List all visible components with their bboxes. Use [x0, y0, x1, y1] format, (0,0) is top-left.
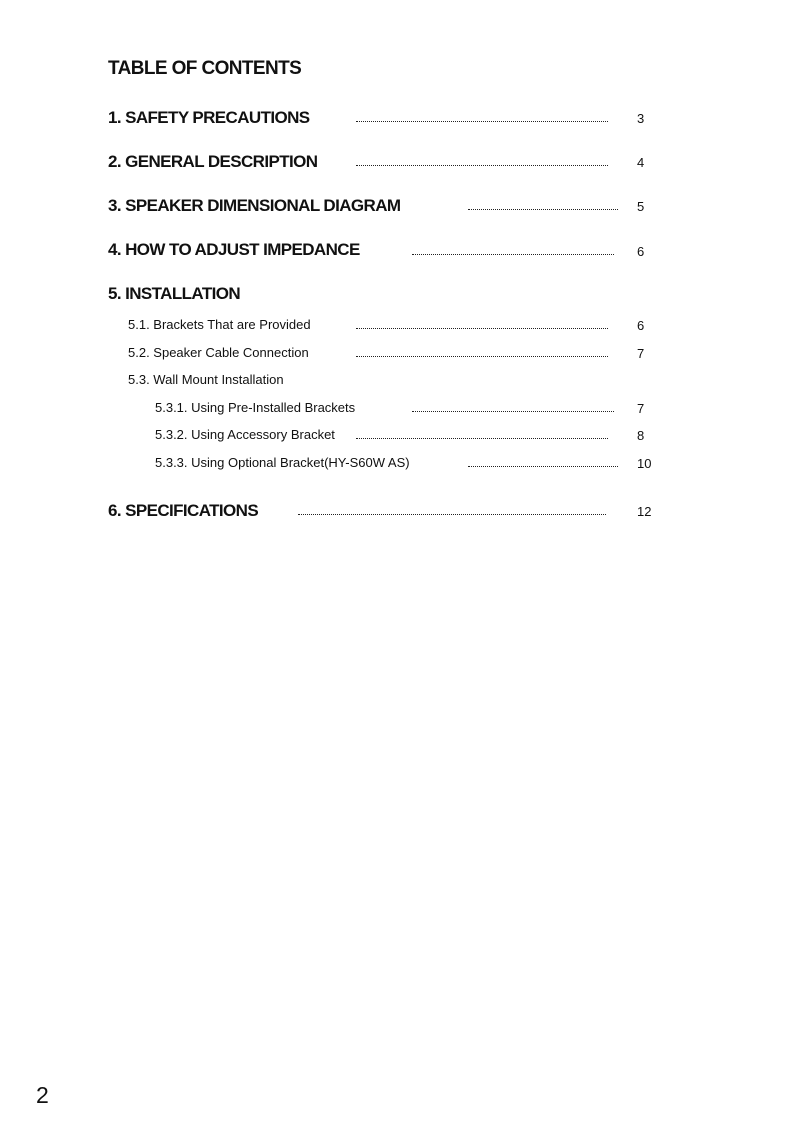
toc-entry-installation[interactable]: 5. INSTALLATION [108, 284, 241, 303]
toc-entry-wall-mount-installation[interactable]: 5.3. Wall Mount Installation [128, 372, 284, 387]
toc-leader-dots [412, 254, 614, 255]
toc-entry-optional-bracket[interactable]: 5.3.3. Using Optional Bracket(HY-S60W AS) [155, 455, 410, 470]
toc-leader-dots [356, 328, 608, 329]
toc-page-number: 6 [637, 318, 645, 333]
toc-entry-general-description[interactable]: 2. GENERAL DESCRIPTION [108, 152, 318, 171]
toc-leader-dots [468, 209, 618, 210]
toc-page-number: 4 [637, 155, 645, 170]
toc-page-number: 3 [637, 111, 645, 126]
toc-page-number: 10 [637, 456, 652, 471]
toc-entry-how-to-adjust-impedance[interactable]: 4. HOW TO ADJUST IMPEDANCE [108, 240, 360, 259]
toc-leader-dots [298, 514, 606, 515]
toc-page-number: 5 [637, 199, 645, 214]
toc-entry-accessory-bracket[interactable]: 5.3.2. Using Accessory Bracket [155, 427, 335, 442]
toc-leader-dots [468, 466, 618, 467]
toc-leader-dots [356, 121, 608, 122]
toc-entry-specifications[interactable]: 6. SPECIFICATIONS [108, 501, 259, 520]
page-number: 2 [36, 1082, 49, 1108]
toc-entry-pre-installed-brackets[interactable]: 5.3.1. Using Pre-Installed Brackets [155, 400, 356, 415]
toc-entry-safety-precautions[interactable]: 1. SAFETY PRECAUTIONS [108, 108, 310, 127]
toc-leader-dots [356, 165, 608, 166]
toc-page-number: 7 [637, 401, 645, 416]
toc-title: TABLE OF CONTENTS [108, 58, 302, 79]
toc-entry-speaker-dimensional-diagram[interactable]: 3. SPEAKER DIMENSIONAL DIAGRAM [108, 196, 401, 215]
toc-page-number: 8 [637, 428, 645, 443]
toc-page-number: 7 [637, 346, 645, 361]
toc-page-number: 6 [637, 244, 645, 259]
toc-leader-dots [356, 356, 608, 357]
toc-page-number: 12 [637, 504, 652, 519]
toc-entry-speaker-cable-connection[interactable]: 5.2. Speaker Cable Connection [128, 345, 309, 360]
toc-leader-dots [412, 411, 614, 412]
toc-leader-dots [356, 438, 608, 439]
toc-entry-brackets-provided[interactable]: 5.1. Brackets That are Provided [128, 317, 311, 332]
